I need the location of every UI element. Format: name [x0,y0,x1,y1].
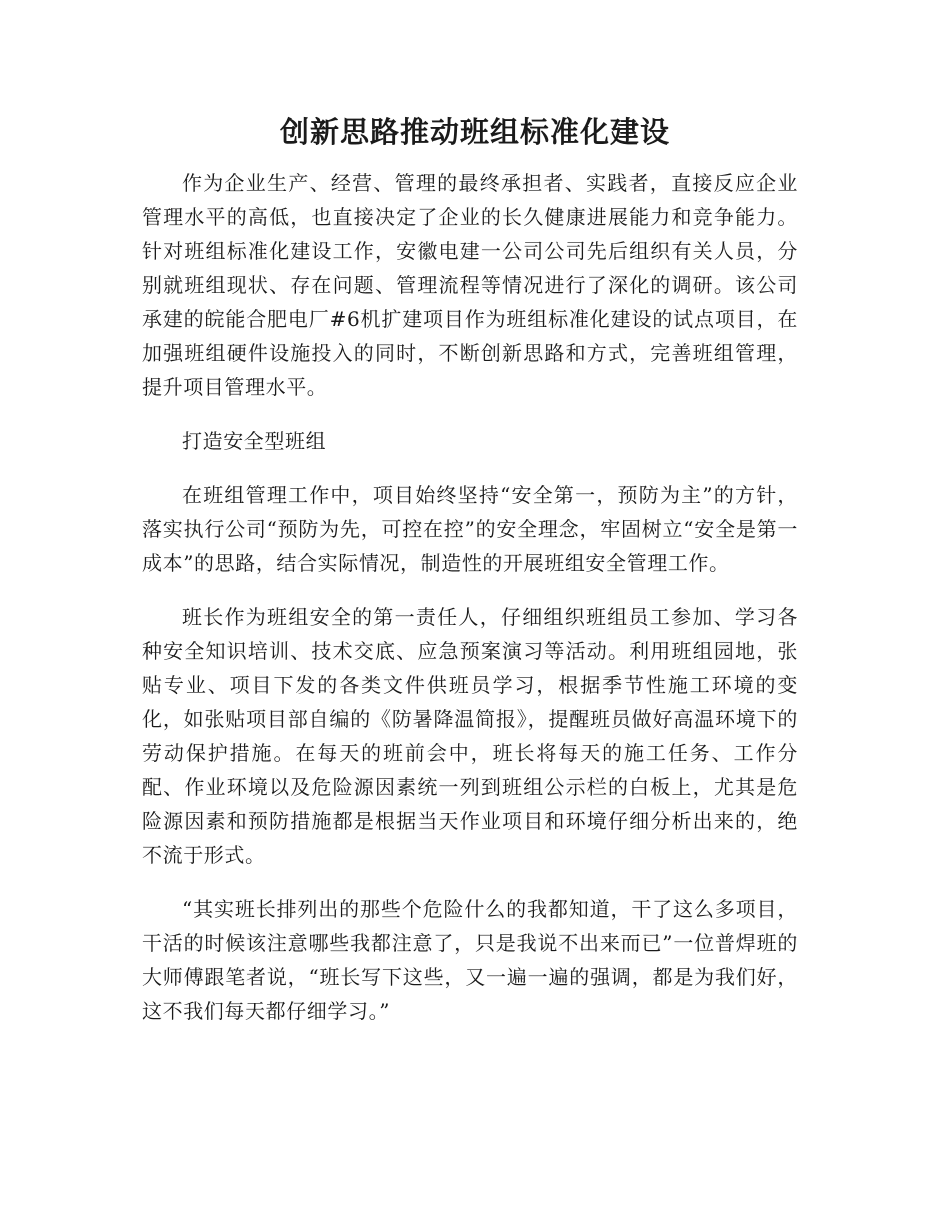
paragraph-intro: 作为企业生产、经营、管理的最终承担者、实践者，直接反应企业管理水平的高低，也直接决定了企业的长久健康进展能力和竞争能力。针对班组标准化建设工作，安徽电建一公司公司先后组织有关人员，分别就班组现状、存在问题、管理流程等情况进行了深化的调研。该公司承建的皖能合肥电厂#6机扩建项目作为班组标准化建设的试点项目，在加强班组硬件设施投入的同时，不断创新思路和方式，完善班组管理，提升项目管理水平。 [142,171,798,399]
paragraph-safety-policy: 在班组管理工作中，项目始终坚持“安全第一，预防为主”的方针，落实执行公司“预防为先，可控在控”的安全理念，牢固树立“安全是第一成本”的思路，结合实际情况，制造性的开展班组安全管理工作。 [142,483,798,575]
paragraph-worker-quote: “其实班长排列出的那些个危险什么的我都知道，干了这么多项目，干活的时候该注意哪些我都注意了，只是我说不出来而已”一位普焊班的大师傅跟笔者说，“班长写下这些，又一遍一遍的强调，都是为我们好，这不我们每天都仔细学习。” [142,897,798,1023]
document-body [142,166,798,1048]
paragraph-team-leader: 班长作为班组安全的第一责任人，仔细组织班组员工参加、学习各种安全知识培训、技术交底、应急预案演习等活动。利用班组园地，张贴专业、项目下发的各类文件供班员学习，根据季节性施工环境的变化，如张贴项目部自编的《防暑降温简报》，提醒班员做好高温环境下的劳动保护措施。在每天的班前会中，班长将每天的施工任务、工作分配、作业环境以及危险源因素统一列到班组公示栏的白板上，尤其是危险源因素和预防措施都是根据当天作业项目和环境仔细分析出来的，绝不流于形式。 [142,605,798,867]
document-title: 创新思路推动班组标准化建设 [279,115,670,149]
section-heading-safety: 打造安全型班组 [182,429,327,453]
